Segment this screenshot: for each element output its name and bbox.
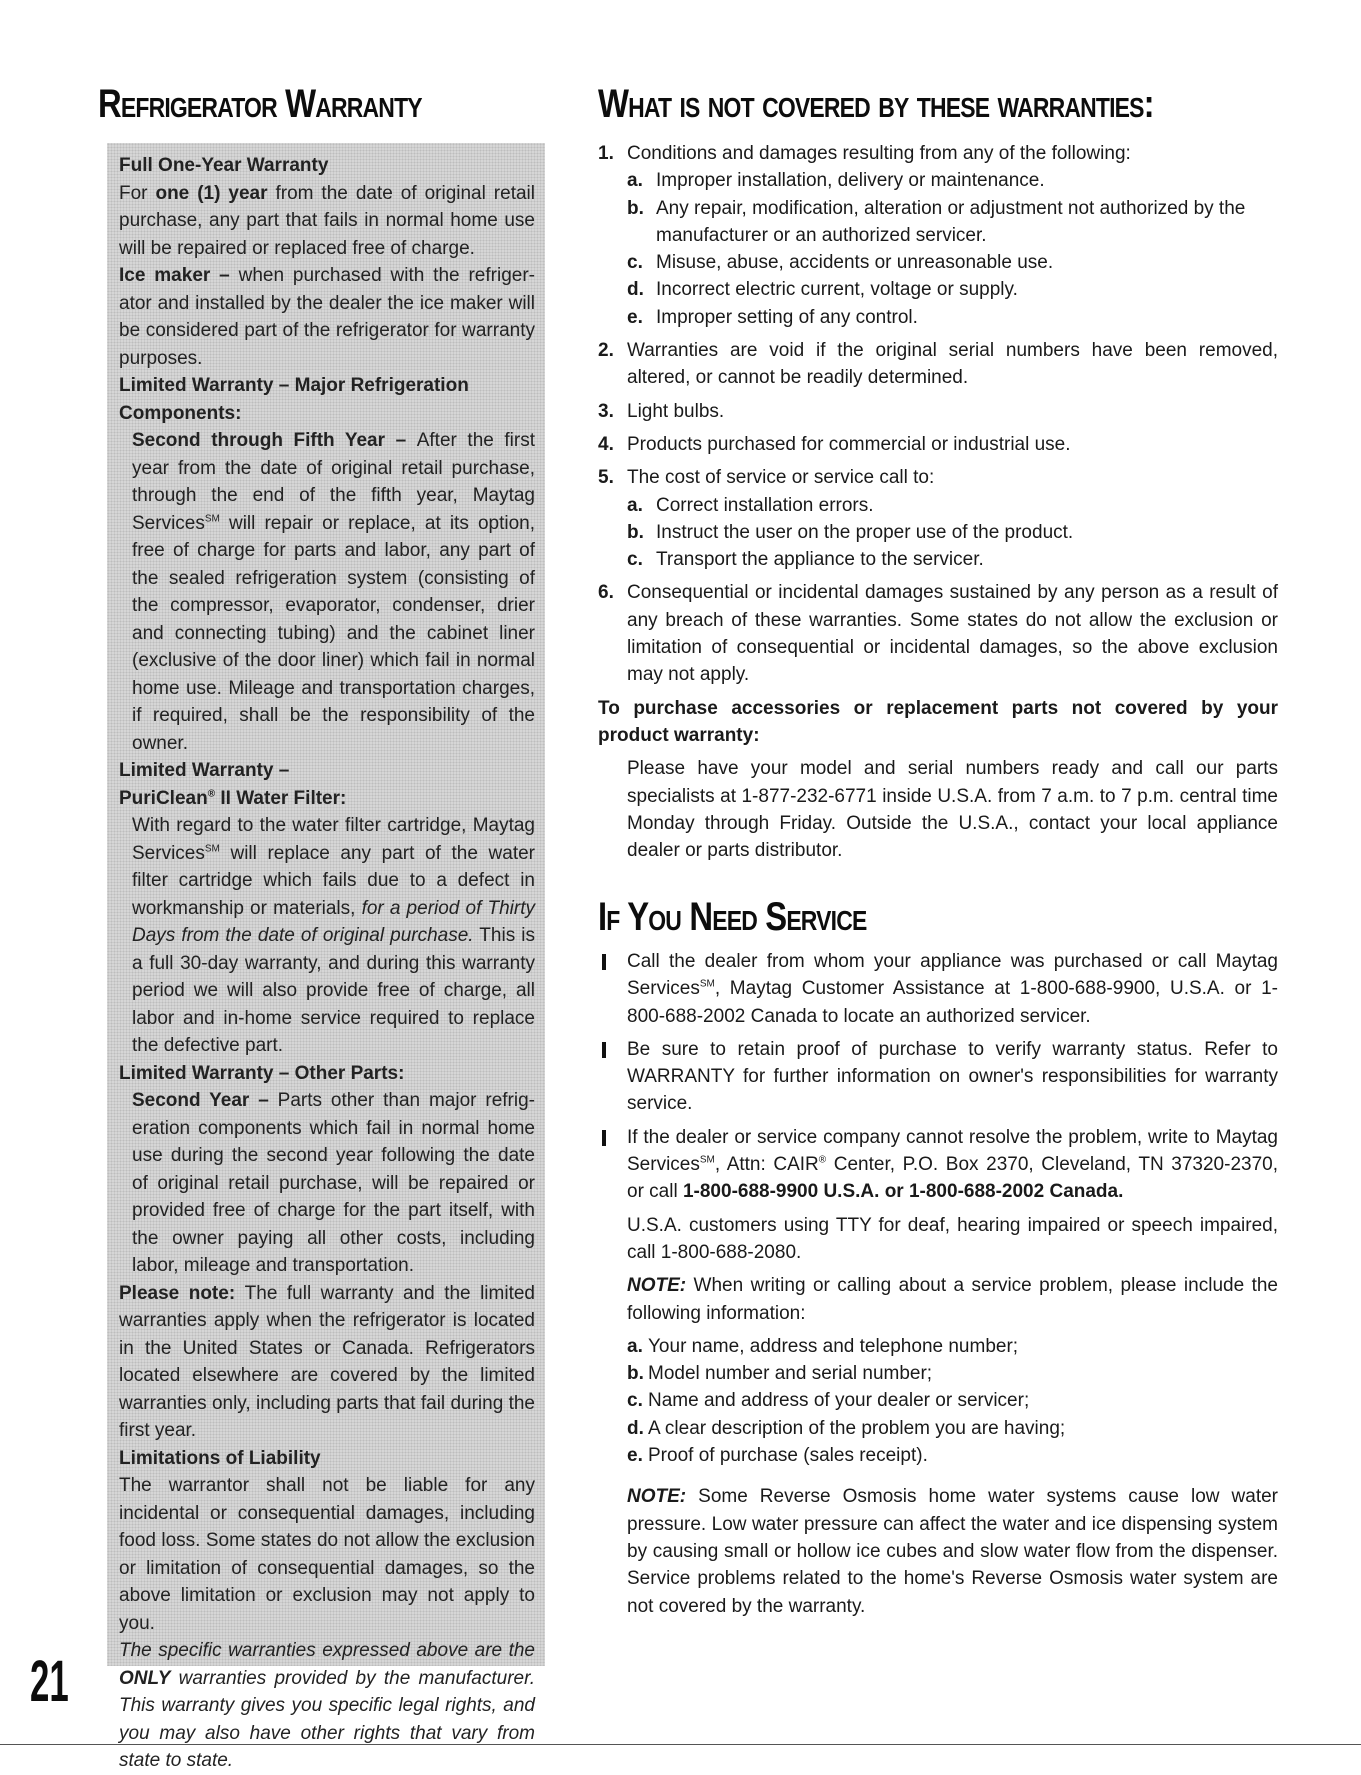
other-parts-text: Second Year – Parts other than major refrigeration components which fail in normal home use during the second year following the date of original retail purchase, will be repaired or provided free of charge for the part itself, with the owner paying all other costs, including labor, mileage and transportation.	[132, 1090, 535, 1276]
not-covered-item-4: 4. Products purchased for commercial or industrial use.	[598, 433, 1071, 455]
full-warranty-title: Full One-Year Warranty	[119, 155, 329, 176]
purchase-parts-text: Please have your model and serial numbers ready and call our parts specialists at 1-877-232-6771 inside U.S.A. from 7 a.m. to 7 p.m. central time Monday through Friday. Outside the U.S.A., contact your local appliance dealer or parts distributor.	[627, 758, 1278, 862]
specific-warranties-text: The specific warranties expressed above are the ONLY warranties provided by the manufacturer. This warranty gives you specific legal rights, and you may also have other rights that vary from state to state.	[119, 1640, 535, 1771]
warranty-text-column	[119, 152, 535, 1775]
not-covered-item-2: 2. Warranties are void if the original serial numbers have been removed, altered, or cannot be readily determined.	[598, 340, 1278, 389]
not-covered-item-5c: c. Transport the appliance to the servicer.	[627, 549, 984, 571]
service-bullet-2: Be sure to retain proof of purchase to verify warranty status. Refer to WARRANTY for further information on owner's responsibilities for warranty service.	[598, 1036, 1278, 1118]
not-covered-item-1: 1. Conditions and damages resulting from any of the following:	[598, 143, 1131, 164]
info-item-a: a. Your name, address and telephone number;	[627, 1335, 1019, 1357]
tty-text: U.S.A. customers using TTY for deaf, hearing impaired or speech impaired, call 1-800-688-2080.	[627, 1214, 1278, 1263]
page-number: 21	[30, 1649, 69, 1714]
service-bullet-1: Call the dealer from whom your appliance was purchased or call Maytag Services℠, Maytag Customer Assistance at 1-800-688-9900, U.S.A. or 1-800-688-2002 Canada to locate an authorized servicer.	[598, 948, 1278, 1030]
not-covered-item-1d: d. Incorrect electric current, voltage or supply.	[627, 279, 1018, 301]
info-item-d: d. A clear description of the problem you are having;	[627, 1417, 1066, 1439]
service-heading: If You Need Service	[598, 895, 867, 939]
not-covered-item-1a: a. Improper installation, delivery or maintenance.	[627, 170, 1045, 192]
note-reverse-osmosis: NOTE: Some Reverse Osmosis home water systems cause low water pressure. Low water pressure can affect the water and ice dispensing system by causing small or hollow ice cubes and slow water flow from the dispenser. Service problems related to the home's Reverse Osmosis water system are not covered by the warranty.	[627, 1486, 1278, 1617]
full-warranty-text: For one (1) year from the date of original retail purchase, any part that fails in normal home use will be repaired or replaced free of charge.	[119, 182, 535, 259]
not-covered-item-1e: e. Improper setting of any control.	[627, 306, 918, 328]
service-bullet-3: If the dealer or service company cannot resolve the problem, write to Maytag Services℠, Attn: CAIR® Center, P.O. Box 2370, Cleveland, TN 37320-2370, or call 1-800-688-9900 U.S.A. or 1-800-688-2002 Canada.	[598, 1124, 1278, 1206]
not-covered-item-5: 5. The cost of service or service call to:	[598, 467, 935, 489]
not-covered-item-5b: b. Instruct the user on the proper use of the product.	[627, 521, 1074, 543]
warranty-heading: Refrigerator Warranty	[98, 82, 422, 126]
water-filter-title: Limited Warranty – PuriClean® II Water Filter:	[119, 760, 347, 809]
info-item-e: e. Proof of purchase (sales receipt).	[627, 1445, 928, 1467]
note-include-info: NOTE: When writing or calling about a service problem, please include the following information:	[627, 1275, 1278, 1324]
major-components-title: Limited Warranty – Major Refrigeration Components:	[119, 375, 469, 424]
major-components-text: Second through Fifth Year – After the first year from the date of original retail purchase, through the end of the fifth year, Maytag Services℠ will repair or replace, at its option, free of charge for parts and labor, any part of the sealed refrigeration system (consisting of the compressor, evaporator, condenser, drier and connecting tubing) and the cabinet liner (exclusive of the door liner) which fail in normal home use. Mileage and transportation charges, if required, shall be the responsibility of the owner.	[132, 430, 536, 754]
info-item-c: c. Name and address of your dealer or servicer;	[627, 1390, 1030, 1412]
bottom-rule	[0, 1744, 1361, 1745]
other-parts-title: Limited Warranty – Other Parts:	[119, 1062, 405, 1084]
liability-title: Limitations of Liability	[119, 1447, 321, 1469]
info-item-b: b. Model number and serial number;	[627, 1363, 933, 1385]
not-covered-item-5a: a. Correct installation errors.	[627, 494, 874, 516]
right-column	[598, 140, 1278, 864]
not-covered-item-6: 6. Consequential or incidental damages sustained by any person as a result of any breach of these warranties. Some states do not allow the exclusion or limitation of consequential or incidental damages, so the above exclusion may not apply.	[598, 582, 1278, 686]
ice-maker-text: Ice maker – when purchased with the refrigerator and installed by the dealer the ice maker will be considered part of the refrigerator for warranty purposes.	[119, 265, 535, 369]
service-column	[598, 948, 1278, 1620]
liability-text: The warrantor shall not be liable for any incidental or consequential damages, including food loss. Some states do not allow the exclusion or limitation of consequential damages, so the above limitation or exclusion may not apply to you.	[119, 1475, 535, 1634]
water-filter-text: With regard to the water filter cartridge, Maytag Services℠ will replace any part of the water filter cartridge which fails due to a defect in workmanship or materials, for a period of Thirty Days from the date of original purchase. This is a full 30-day warranty, and during this warranty period we will also provide free of charge, all labor and in-home service required to replace the defective part.	[132, 815, 535, 1056]
not-covered-item-1c: c. Misuse, abuse, accidents or unreasonable use.	[627, 252, 1054, 274]
not-covered-item-1b: b. Any repair, modification, alteration or adjustment not authorized by the manufacturer or an authorized servicer.	[627, 197, 1246, 246]
not-covered-heading: What is not covered by these warranties:	[598, 82, 1154, 126]
not-covered-item-3: 3. Light bulbs.	[598, 400, 725, 422]
purchase-parts-title: To purchase accessories or replacement parts not covered by your product warranty:	[598, 697, 1278, 746]
please-note-text: Please note: The full warranty and the limited warranties apply when the refrigerator is located in the United States or Canada. Refrigerators located elsewhere are covered by the limited warranties only, including parts that fail during the first year.	[119, 1282, 535, 1441]
